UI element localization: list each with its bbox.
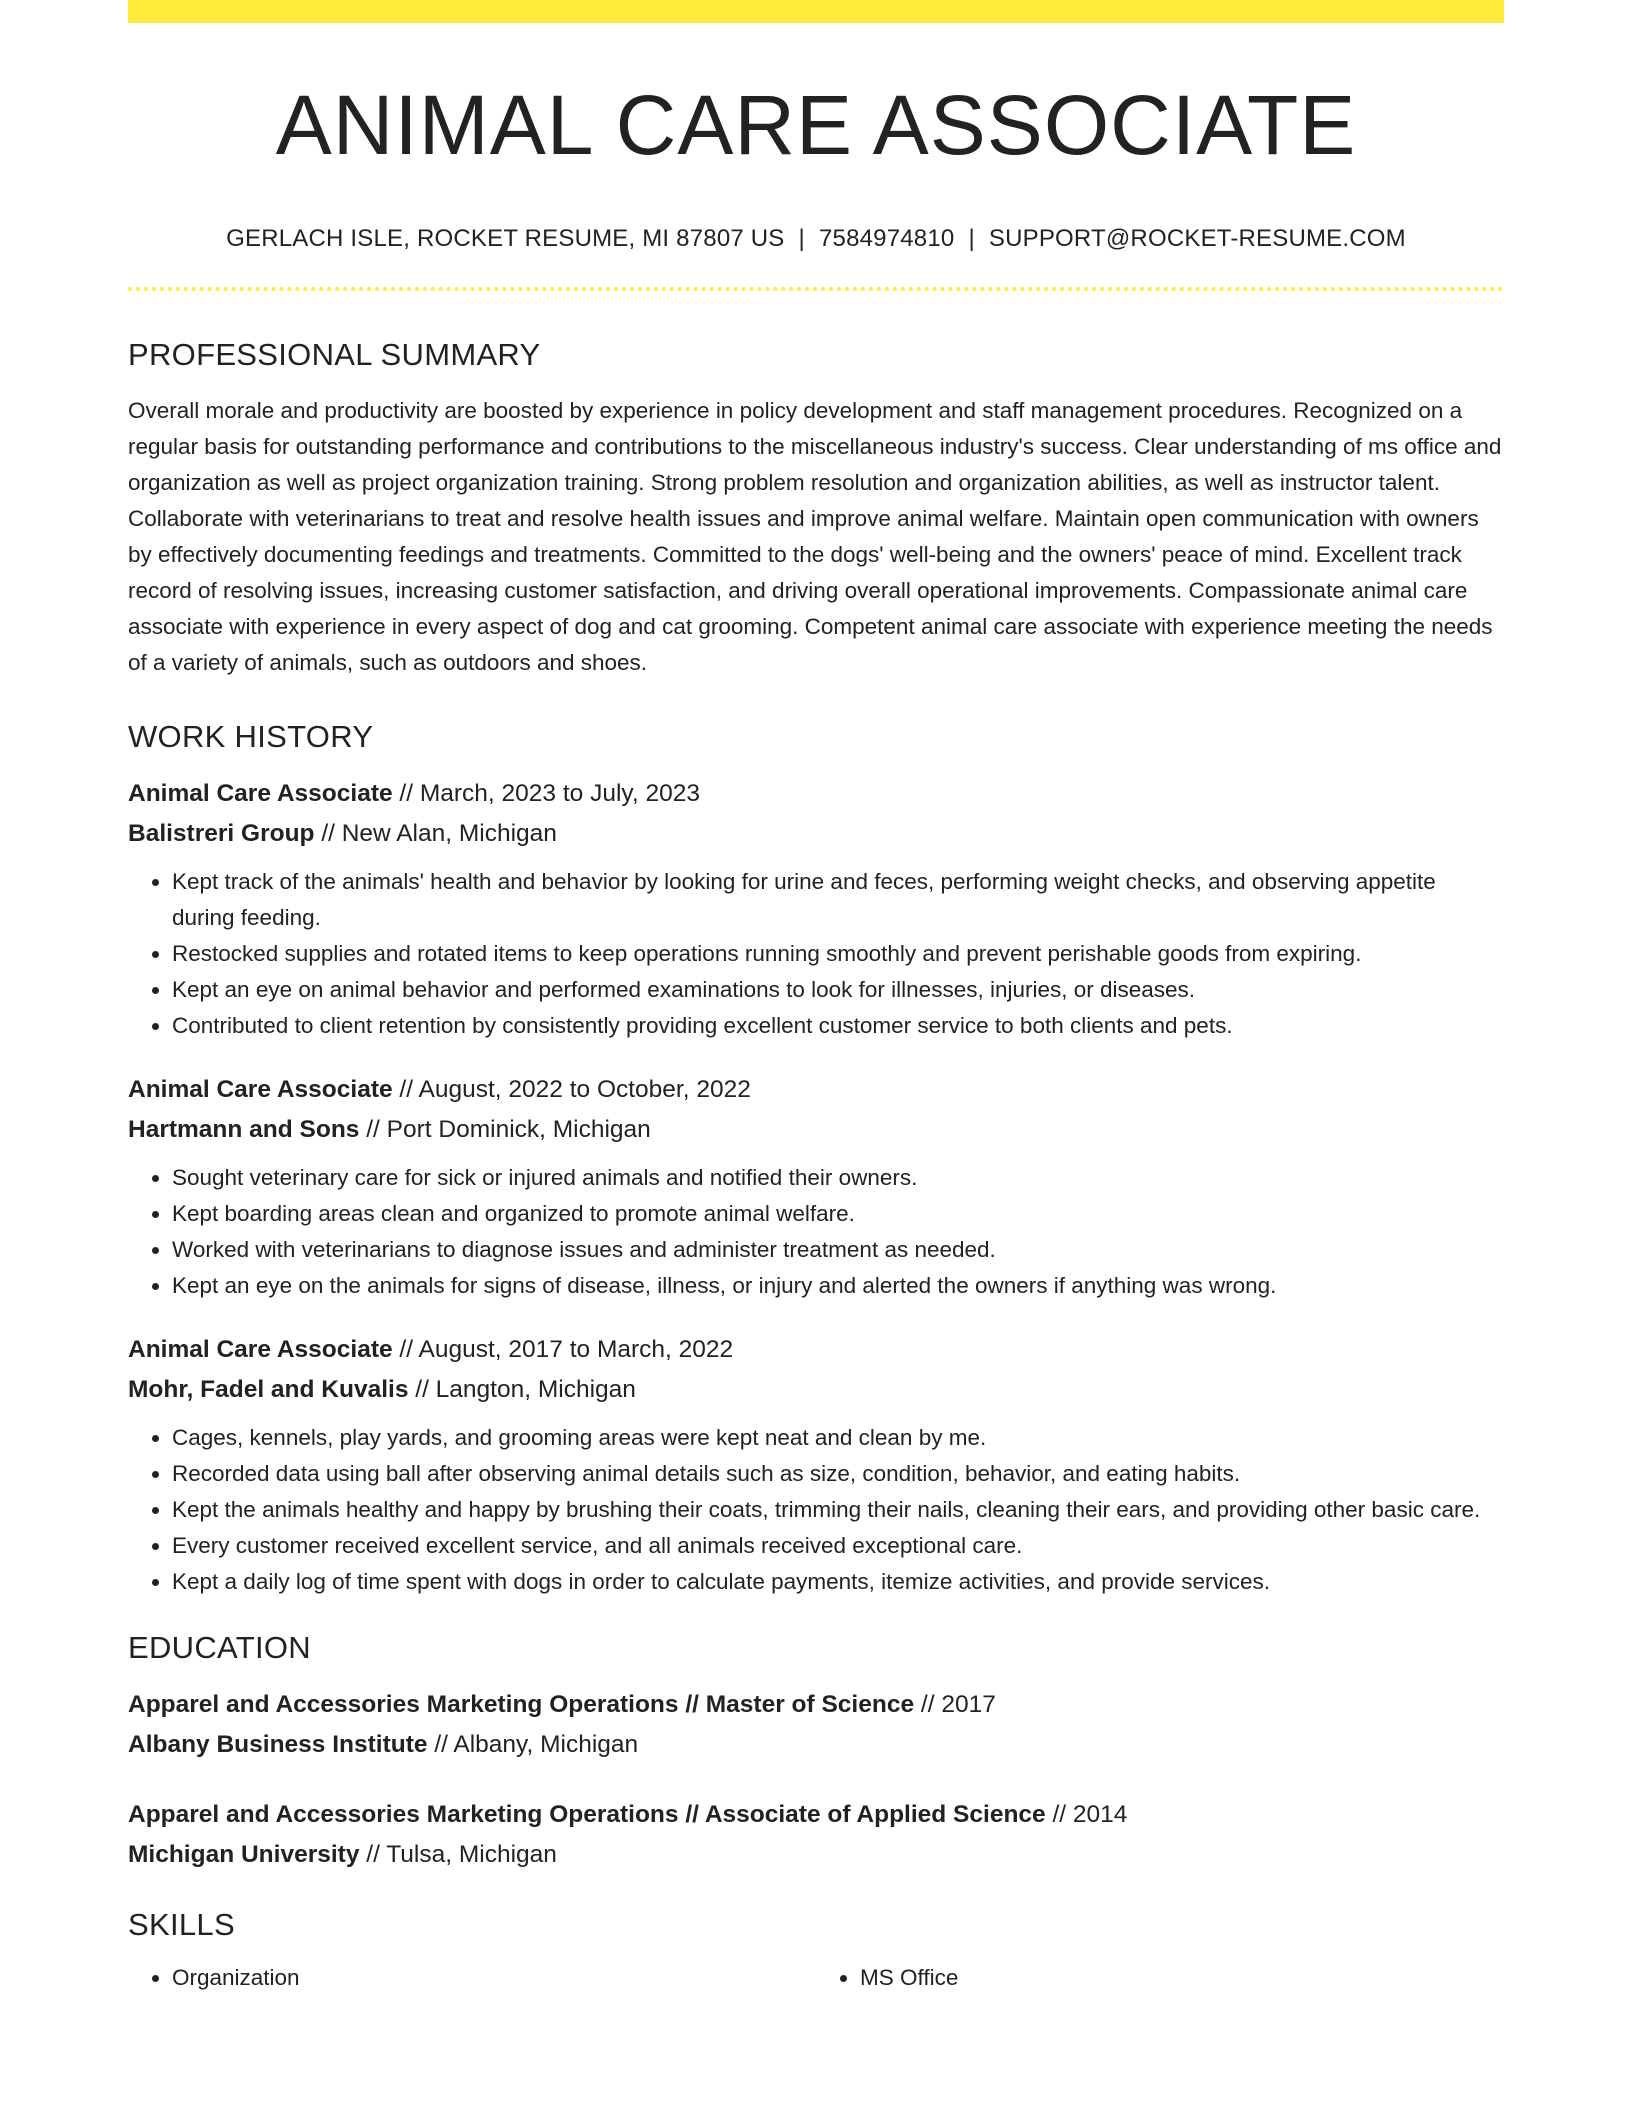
- bullet-item: • Restocked supplies and rotated items to keep operations running smoothly and prevent perishable goods from expiring.: [172, 936, 1504, 972]
- education-degree: Apparel and Accessories Marketing Operations // Master of Science: [128, 1691, 915, 1718]
- job-company-line: [128, 1110, 1504, 1150]
- education-location: // Albany, Michigan: [427, 1731, 639, 1758]
- job-role-line: [128, 1070, 1504, 1110]
- skill-item: • Organization: [172, 1960, 816, 1996]
- skills-column-left: [128, 1960, 816, 1996]
- job-entry: [128, 774, 1504, 1044]
- resume-page: [128, 0, 1504, 1996]
- education-heading: EDUCATION: [128, 1630, 311, 1665]
- phone: 7584974810: [818, 225, 955, 252]
- bullet-item: • Recorded data using ball after observing animal details such as size, condition, behavior, and eating habits.: [172, 1456, 1504, 1492]
- job-company: Hartmann and Sons: [128, 1116, 360, 1143]
- bullet-item: • Kept the animals healthy and happy by brushing their coats, trimming their nails, cleaning their ears, and providing other basic care.: [172, 1492, 1504, 1528]
- bullet-item: • Kept track of the animals' health and behavior by looking for urine and feces, performing weight checks, and observing appetite during feeding.: [172, 864, 1504, 936]
- job-company: Balistreri Group: [128, 820, 315, 847]
- job-role-line: [128, 1330, 1504, 1370]
- education-school-line: [128, 1725, 1504, 1765]
- job-role-line: [128, 774, 1504, 814]
- contact-line: [128, 227, 1504, 251]
- bullet-item: • Kept an eye on the animals for signs of disease, illness, or injury and alerted the owners if anything was wrong.: [172, 1268, 1504, 1304]
- skill-item: • MS Office: [860, 1960, 1504, 1996]
- education-entry: [128, 1795, 1504, 1875]
- education-year: // 2014: [1045, 1801, 1128, 1828]
- address: GERLACH ISLE, ROCKET RESUME, MI 87807 US: [226, 225, 785, 252]
- education-degree: Apparel and Accessories Marketing Operations // Associate of Applied Science: [128, 1801, 1046, 1828]
- bullet-item: • Cages, kennels, play yards, and grooming areas were kept neat and clean by me.: [172, 1420, 1504, 1456]
- work-history-heading: WORK HISTORY: [128, 719, 374, 754]
- job-company: Mohr, Fadel and Kuvalis: [128, 1376, 409, 1403]
- job-bullets: [128, 1160, 1504, 1304]
- job-dates: // August, 2017 to March, 2022: [392, 1336, 734, 1363]
- bullet-item: • Kept an eye on animal behavior and performed examinations to look for illnesses, injuries, or diseases.: [172, 972, 1504, 1008]
- education-school: Michigan University: [128, 1841, 360, 1868]
- education-entry: [128, 1685, 1504, 1765]
- job-role: Animal Care Associate: [128, 1336, 393, 1363]
- skills-column-right: [816, 1960, 1504, 1996]
- bullet-item: • Contributed to client retention by consistently providing excellent customer service to both clients and pets.: [172, 1008, 1504, 1044]
- job-role: Animal Care Associate: [128, 780, 393, 807]
- bullet-item: • Kept a daily log of time spent with dogs in order to calculate payments, itemize activities, and provide services.: [172, 1564, 1504, 1600]
- accent-bar: [128, 0, 1504, 23]
- separator: |: [968, 225, 975, 252]
- candidate-title: ANIMAL CARE ASSOCIATE: [275, 78, 1357, 172]
- bullet-item: • Sought veterinary care for sick or injured animals and notified their owners.: [172, 1160, 1504, 1196]
- job-role: Animal Care Associate: [128, 1076, 393, 1103]
- job-entry: [128, 1070, 1504, 1304]
- skills-heading: SKILLS: [128, 1907, 235, 1942]
- job-location: // Port Dominick, Michigan: [359, 1116, 651, 1143]
- job-company-line: [128, 1370, 1504, 1410]
- job-bullets: [128, 1420, 1504, 1600]
- skills-list: [816, 1960, 1504, 1996]
- education-degree-line: [128, 1685, 1504, 1725]
- separator: |: [798, 225, 805, 252]
- education-degree-line: [128, 1795, 1504, 1835]
- summary-text: Overall morale and productivity are boosted by experience in policy development and staff management procedures. Recognized on a regular basis for outstanding performance and contributions to the miscellaneous industry's success. Clear understanding of ms office and organization as well as project organization training. Strong problem resolution and organization abilities, as well as instructor talent. Collaborate with veterinarians to treat and resolve health issues and improve animal welfare. Maintain open communication with owners by effectively documenting feedings and treatments. Committed to the dogs' well-being and the owners' peace of mind. Excellent track record of resolving issues, increasing customer satisfaction, and driving overall operational improvements. Compassionate animal care associate with experience in every aspect of dog and cat grooming. Competent animal care associate with experience meeting the needs of a variety of animals, such as outdoors and shoes.: [128, 398, 1502, 675]
- job-location: // Langton, Michigan: [408, 1376, 636, 1403]
- job-entry: [128, 1330, 1504, 1600]
- education-school-line: [128, 1835, 1504, 1875]
- job-location: // New Alan, Michigan: [314, 820, 557, 847]
- skills-list: [128, 1960, 816, 1996]
- education-year: // 2017: [914, 1691, 996, 1718]
- education-school: Albany Business Institute: [128, 1731, 428, 1758]
- dotted-divider: [128, 287, 1504, 291]
- skills-columns: [128, 1960, 1504, 1996]
- education-location: // Tulsa, Michigan: [359, 1841, 557, 1868]
- bullet-item: • Every customer received excellent service, and all animals received exceptional care.: [172, 1528, 1504, 1564]
- job-dates: // August, 2022 to October, 2022: [392, 1076, 751, 1103]
- summary-heading: PROFESSIONAL SUMMARY: [128, 337, 541, 372]
- bullet-item: • Worked with veterinarians to diagnose issues and administer treatment as needed.: [172, 1232, 1504, 1268]
- job-bullets: [128, 864, 1504, 1044]
- job-company-line: [128, 814, 1504, 854]
- bullet-item: • Kept boarding areas clean and organized to promote animal welfare.: [172, 1196, 1504, 1232]
- job-dates: // March, 2023 to July, 2023: [392, 780, 700, 807]
- email: SUPPORT@ROCKET-RESUME.COM: [988, 225, 1406, 252]
